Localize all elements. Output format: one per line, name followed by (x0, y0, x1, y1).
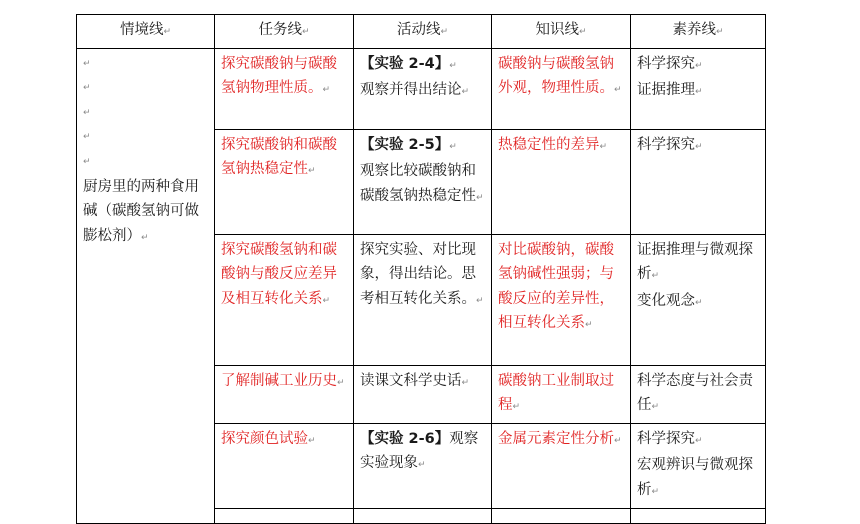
knowledge-cell: 热稳定性的差异↵ (492, 129, 631, 234)
header-context: 情境线↵ (77, 15, 215, 49)
task-cell: 探究碳酸钠与碳酸氢钠物理性质。↵ (215, 48, 354, 129)
activity-cell: 【实验 2-6】观察实验现象↵ (354, 423, 492, 508)
knowledge-cell: 碳酸钠与碳酸氢钠外观，物理性质。↵ (492, 48, 631, 129)
knowledge-cell: 金属元素定性分析↵ (492, 423, 631, 508)
activity-cell: 探究实验、对比现象，得出结论。思考相互转化关系。↵ (354, 234, 492, 365)
literacy-cell: 科学态度与社会责任↵ (631, 365, 766, 423)
activity-cell: 【实验 2-4】↵ 观察并得出结论↵ (354, 48, 492, 129)
literacy-cell: 科学探究↵ (631, 129, 766, 234)
task-cell: 探究颜色试验↵ (215, 423, 354, 508)
context-text: 厨房里的两种食用碱（碳酸氢钠可做膨松剂） (83, 178, 199, 244)
header-task: 任务线↵ (215, 15, 354, 49)
activity-cell: 读课文科学史话↵ (354, 365, 492, 423)
header-row (77, 15, 766, 49)
literacy-cell: 科学探究↵ 宏观辨识与微观探析↵ (631, 423, 766, 508)
task-cell: 了解制碱工业历史↵ (215, 365, 354, 423)
literacy-cell: 证据推理与微观探析↵ 变化观念↵ (631, 234, 766, 365)
task-cell: 探究碳酸氢钠和碳酸钠与酸反应差异及相互转化关系↵ (215, 234, 354, 365)
activity-cell: 【实验 2-5】↵ 观察比较碳酸钠和碳酸氢钠热稳定性↵ (354, 129, 492, 234)
header-activity: 活动线↵ (354, 15, 492, 49)
header-knowledge: 知识线↵ (492, 15, 631, 49)
lesson-design-table (76, 14, 766, 524)
knowledge-cell: 对比碳酸钠，碳酸氢钠碱性强弱；与酸反应的差异性，相互转化关系↵ (492, 234, 631, 365)
knowledge-cell: 碳酸钠工业制取过程↵ (492, 365, 631, 423)
context-cell: ↵ ↵ ↵ ↵ ↵ 厨房里的两种食用碱（碳酸氢钠可做膨松剂）↵ (77, 48, 215, 523)
header-literacy: 素养线↵ (631, 15, 766, 49)
table-row (77, 48, 766, 129)
literacy-cell: 科学探究↵ 证据推理↵ (631, 48, 766, 129)
task-cell: 探究碳酸钠和碳酸氢钠热稳定性↵ (215, 129, 354, 234)
